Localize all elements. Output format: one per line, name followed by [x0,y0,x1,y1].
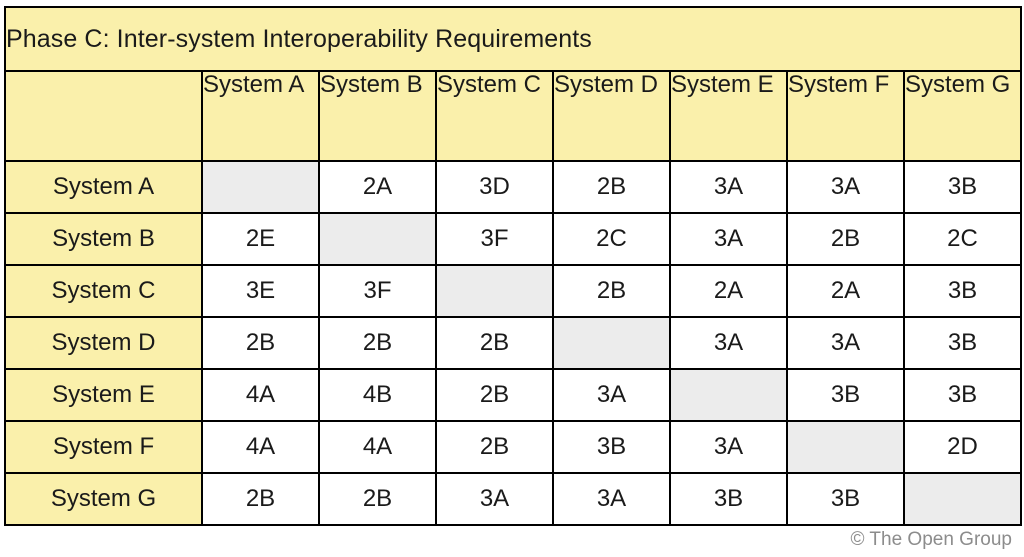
table-row [5,161,1021,213]
row-header-system-e: System E [5,369,202,421]
cell-e-a: 4A [202,369,319,421]
column-header-system-f: System F [787,71,904,161]
column-header-system-e: System E [670,71,787,161]
cell-a-d: 2B [553,161,670,213]
cell-b-c: 3F [436,213,553,265]
cell-a-e: 3A [670,161,787,213]
cell-c-c [436,265,553,317]
cell-d-b: 2B [319,317,436,369]
cell-g-f: 3B [787,473,904,525]
cell-b-e: 3A [670,213,787,265]
cell-a-c: 3D [436,161,553,213]
row-header-system-a: System A [5,161,202,213]
table-row [5,317,1021,369]
title-row [5,7,1021,71]
page-title: Phase C: Inter-system Interoperability Requirements [5,7,1021,71]
cell-g-g [904,473,1021,525]
cell-f-b: 4A [319,421,436,473]
cell-e-g: 3B [904,369,1021,421]
row-header-system-c: System C [5,265,202,317]
row-header-system-b: System B [5,213,202,265]
cell-d-f: 3A [787,317,904,369]
cell-a-b: 2A [319,161,436,213]
cell-b-a: 2E [202,213,319,265]
row-header-system-d: System D [5,317,202,369]
table-row [5,265,1021,317]
cell-f-f [787,421,904,473]
column-header-system-g: System G [904,71,1021,161]
cell-d-a: 2B [202,317,319,369]
matrix-corner-cell [5,71,202,161]
table-row [5,369,1021,421]
cell-e-d: 3A [553,369,670,421]
cell-d-d [553,317,670,369]
table-row [5,213,1021,265]
column-header-system-a: System A [202,71,319,161]
column-header-system-d: System D [553,71,670,161]
cell-f-g: 2D [904,421,1021,473]
cell-d-e: 3A [670,317,787,369]
cell-g-c: 3A [436,473,553,525]
header-row [5,71,1021,161]
cell-c-b: 3F [319,265,436,317]
cell-f-d: 3B [553,421,670,473]
cell-d-c: 2B [436,317,553,369]
cell-b-b [319,213,436,265]
cell-f-a: 4A [202,421,319,473]
cell-f-c: 2B [436,421,553,473]
cell-g-a: 2B [202,473,319,525]
cell-c-d: 2B [553,265,670,317]
cell-c-e: 2A [670,265,787,317]
matrix-table [4,6,1022,526]
cell-a-a [202,161,319,213]
column-header-system-c: System C [436,71,553,161]
cell-g-d: 3A [553,473,670,525]
cell-d-g: 3B [904,317,1021,369]
cell-c-f: 2A [787,265,904,317]
cell-a-f: 3A [787,161,904,213]
cell-g-b: 2B [319,473,436,525]
cell-e-b: 4B [319,369,436,421]
cell-c-a: 3E [202,265,319,317]
cell-g-e: 3B [670,473,787,525]
cell-a-g: 3B [904,161,1021,213]
interoperability-matrix [4,6,1020,526]
table-row [5,473,1021,525]
table-row [5,421,1021,473]
column-header-system-b: System B [319,71,436,161]
cell-b-d: 2C [553,213,670,265]
row-header-system-f: System F [5,421,202,473]
cell-c-g: 3B [904,265,1021,317]
cell-b-f: 2B [787,213,904,265]
cell-e-c: 2B [436,369,553,421]
copyright-notice: © The Open Group [850,529,1012,550]
row-header-system-g: System G [5,473,202,525]
cell-e-e [670,369,787,421]
cell-f-e: 3A [670,421,787,473]
cell-b-g: 2C [904,213,1021,265]
cell-e-f: 3B [787,369,904,421]
